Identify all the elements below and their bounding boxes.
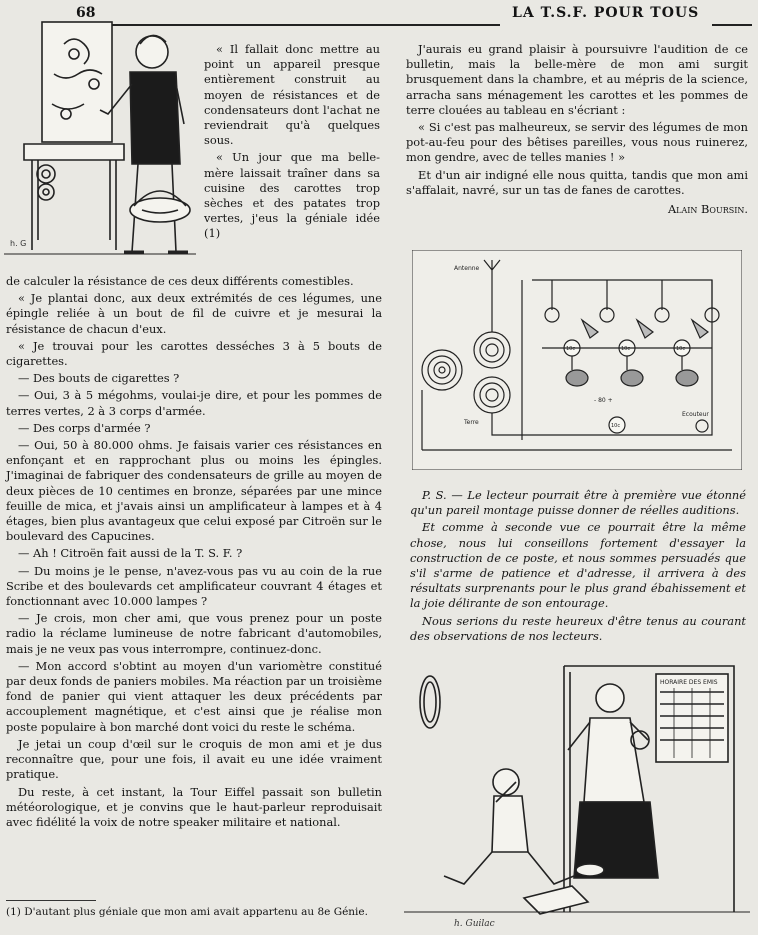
left-paragraph: « Je trouvai pour les carottes desséches 3 à 5 bouts de cigarettes. xyxy=(6,338,382,369)
intro-paragraph: « Il fallait donc mettre au point un appareil presque entièrement construit au moyen de résistances et de condensateurs dont l'achat ne reviendrait qu'à quelques sous. xyxy=(204,42,380,148)
left-paragraph: — Oui, 50 à 80.000 ohms. Je faisais varier ces résistances en enfonçant et en rapprochant plus ou moins les épingles. J'imaginai de fabriquer des condensateurs de grille au moyen de deux pièces de 10 centimes en bronze, séparées par une mince feuille de mica, et j'avais ainsi un amplificateur à lampes et à 4 étages, bien plus avantageux que celui exposé par Citroën sur le boulevard des Capucines. xyxy=(6,438,382,544)
ground-label: Terre xyxy=(464,419,479,426)
postscript-block xyxy=(410,488,746,646)
illustration-radio-builder xyxy=(4,14,196,272)
left-paragraph: — Du moins je le pense, n'avez-vous pas vu au coin de la rue Scribe et des boulevards cet amplificateur couvrant 4 étages et fonctionnant avec 10.000 lampes ? xyxy=(6,563,382,609)
left-paragraph: — Des bouts de cigarettes ? xyxy=(18,371,180,386)
right-paragraph: J'aurais eu grand plaisir à poursuivre l'audition de ce bulletin, mais la belle-mère de mon ami surgit brusquement dans la chambre, et au mépris de la science, arracha sans ménagement les carottes et les pommes de terre clouées au tableau en s'écriant : xyxy=(406,42,748,117)
circuit-schematic xyxy=(412,250,742,470)
speaker-label: Ecouteur xyxy=(682,411,709,418)
condenser-label: 10c xyxy=(611,423,621,429)
ps-paragraph: P. S. — Le lecteur pourrait être à première vue étonné qu'un pareil montage puisse donner de réelles auditions. xyxy=(410,488,746,518)
voltage-label: - 80 + xyxy=(594,397,613,404)
right-paragraph: « Si c'est pas malheureux, se servir des légumes de mon pot-au-feu pour des bêtises pareilles, vous nous ruinerez, mon gendre, avec de telles manies ! » xyxy=(406,120,748,165)
left-paragraph: — Je crois, mon cher ami, que vous prenez pour un poste radio la réclame lumineuse de notre fabricant d'automobiles, mais je ne veux pas vous interrompre, continuez-donc. xyxy=(6,611,382,656)
footnote: (1) D'autant plus géniale que mon ami avait appartenu au 8e Génie. xyxy=(6,906,368,918)
ps-paragraph: Et comme à seconde vue ce pourrait être la même chose, nous lui conseillons fortement d'essayer la construction de ce poste, et nous sommes persuadés que s'il s'arme de patience et d'adresse, il arrivera à des résultats surprenants pour le plus grand ébahissement et la joie délirante de son entourage. xyxy=(410,520,746,611)
cartoon-signature: h. Guilac xyxy=(454,919,495,929)
right-column-text xyxy=(406,42,748,219)
condenser-label: 10c xyxy=(566,346,576,352)
left-column-text xyxy=(6,274,382,832)
left-paragraph: — Mon accord s'obtint au moyen d'un variomètre constitué par deux fonds de paniers mobiles. Ma réaction par un troisième fond de panier qui vient attaquer les deux précédents par accouplement magnétique, et c'est ainsi que je réalise mon poste populaire à bon marché dont voici du reste le schéma. xyxy=(6,658,382,734)
footnote-rule xyxy=(6,900,96,901)
illustration-mother-in-law xyxy=(404,662,750,930)
condenser-label: 10c xyxy=(621,346,631,352)
intro-paragraph: « Un jour que ma belle-mère laissait traîner dans sa cuisine des carottes trop sèches et des patates trop vertes, j'eus la géniale idée (1) xyxy=(204,150,380,241)
illustration-signature: h. G xyxy=(10,239,27,248)
condenser-label: 10c xyxy=(676,346,686,352)
right-paragraph: Et d'un air indigné elle nous quitta, tandis que mon ami s'affalait, navré, sur un tas de fanes de carottes. xyxy=(406,167,748,197)
timetable-sign: HORAIRE DES EMIS xyxy=(660,679,718,686)
left-paragraph: de calculer la résistance de ces deux différents comestibles. xyxy=(6,274,354,288)
ps-paragraph: Nous serions du reste heureux d'être tenus au courant des observations de nos lecteurs. xyxy=(410,613,746,643)
author-signature: Alain Boursin. xyxy=(667,202,748,217)
left-paragraph: — Oui, 3 à 5 mégohms, voulai-je dire, et pour les pommes de terres vertes, 2 à 3 corps d'armée. xyxy=(6,388,382,418)
left-paragraph: — Ah ! Citroën fait aussi de la T. S. F. ? xyxy=(18,546,243,561)
running-title: LA T.S.F. POUR TOUS xyxy=(512,5,700,21)
antenna-label: Antenne xyxy=(454,265,480,272)
left-paragraph: « Je plantai donc, aux deux extrémités de ces légumes, une épingle reliée à un bout de fil de cuivre et je mesurai la résistance de chacun d'eux. xyxy=(6,291,382,336)
intro-text-block xyxy=(204,42,380,244)
page-number: 68 xyxy=(76,5,96,21)
left-paragraph: Du reste, à cet instant, la Tour Eiffel passait son bulletin météorologique, et je convins que le haut-parleur reproduisait avec fidélité la voix de notre speaker militaire et national. xyxy=(6,784,382,829)
left-paragraph: — Des corps d'armée ? xyxy=(18,420,151,435)
header-rule-right xyxy=(712,24,752,26)
left-paragraph: Je jetai un coup d'œil sur le croquis de mon ami et je dus reconnaître que, pour une fois, il avait eu une idée vraiment pratique. xyxy=(6,736,382,782)
